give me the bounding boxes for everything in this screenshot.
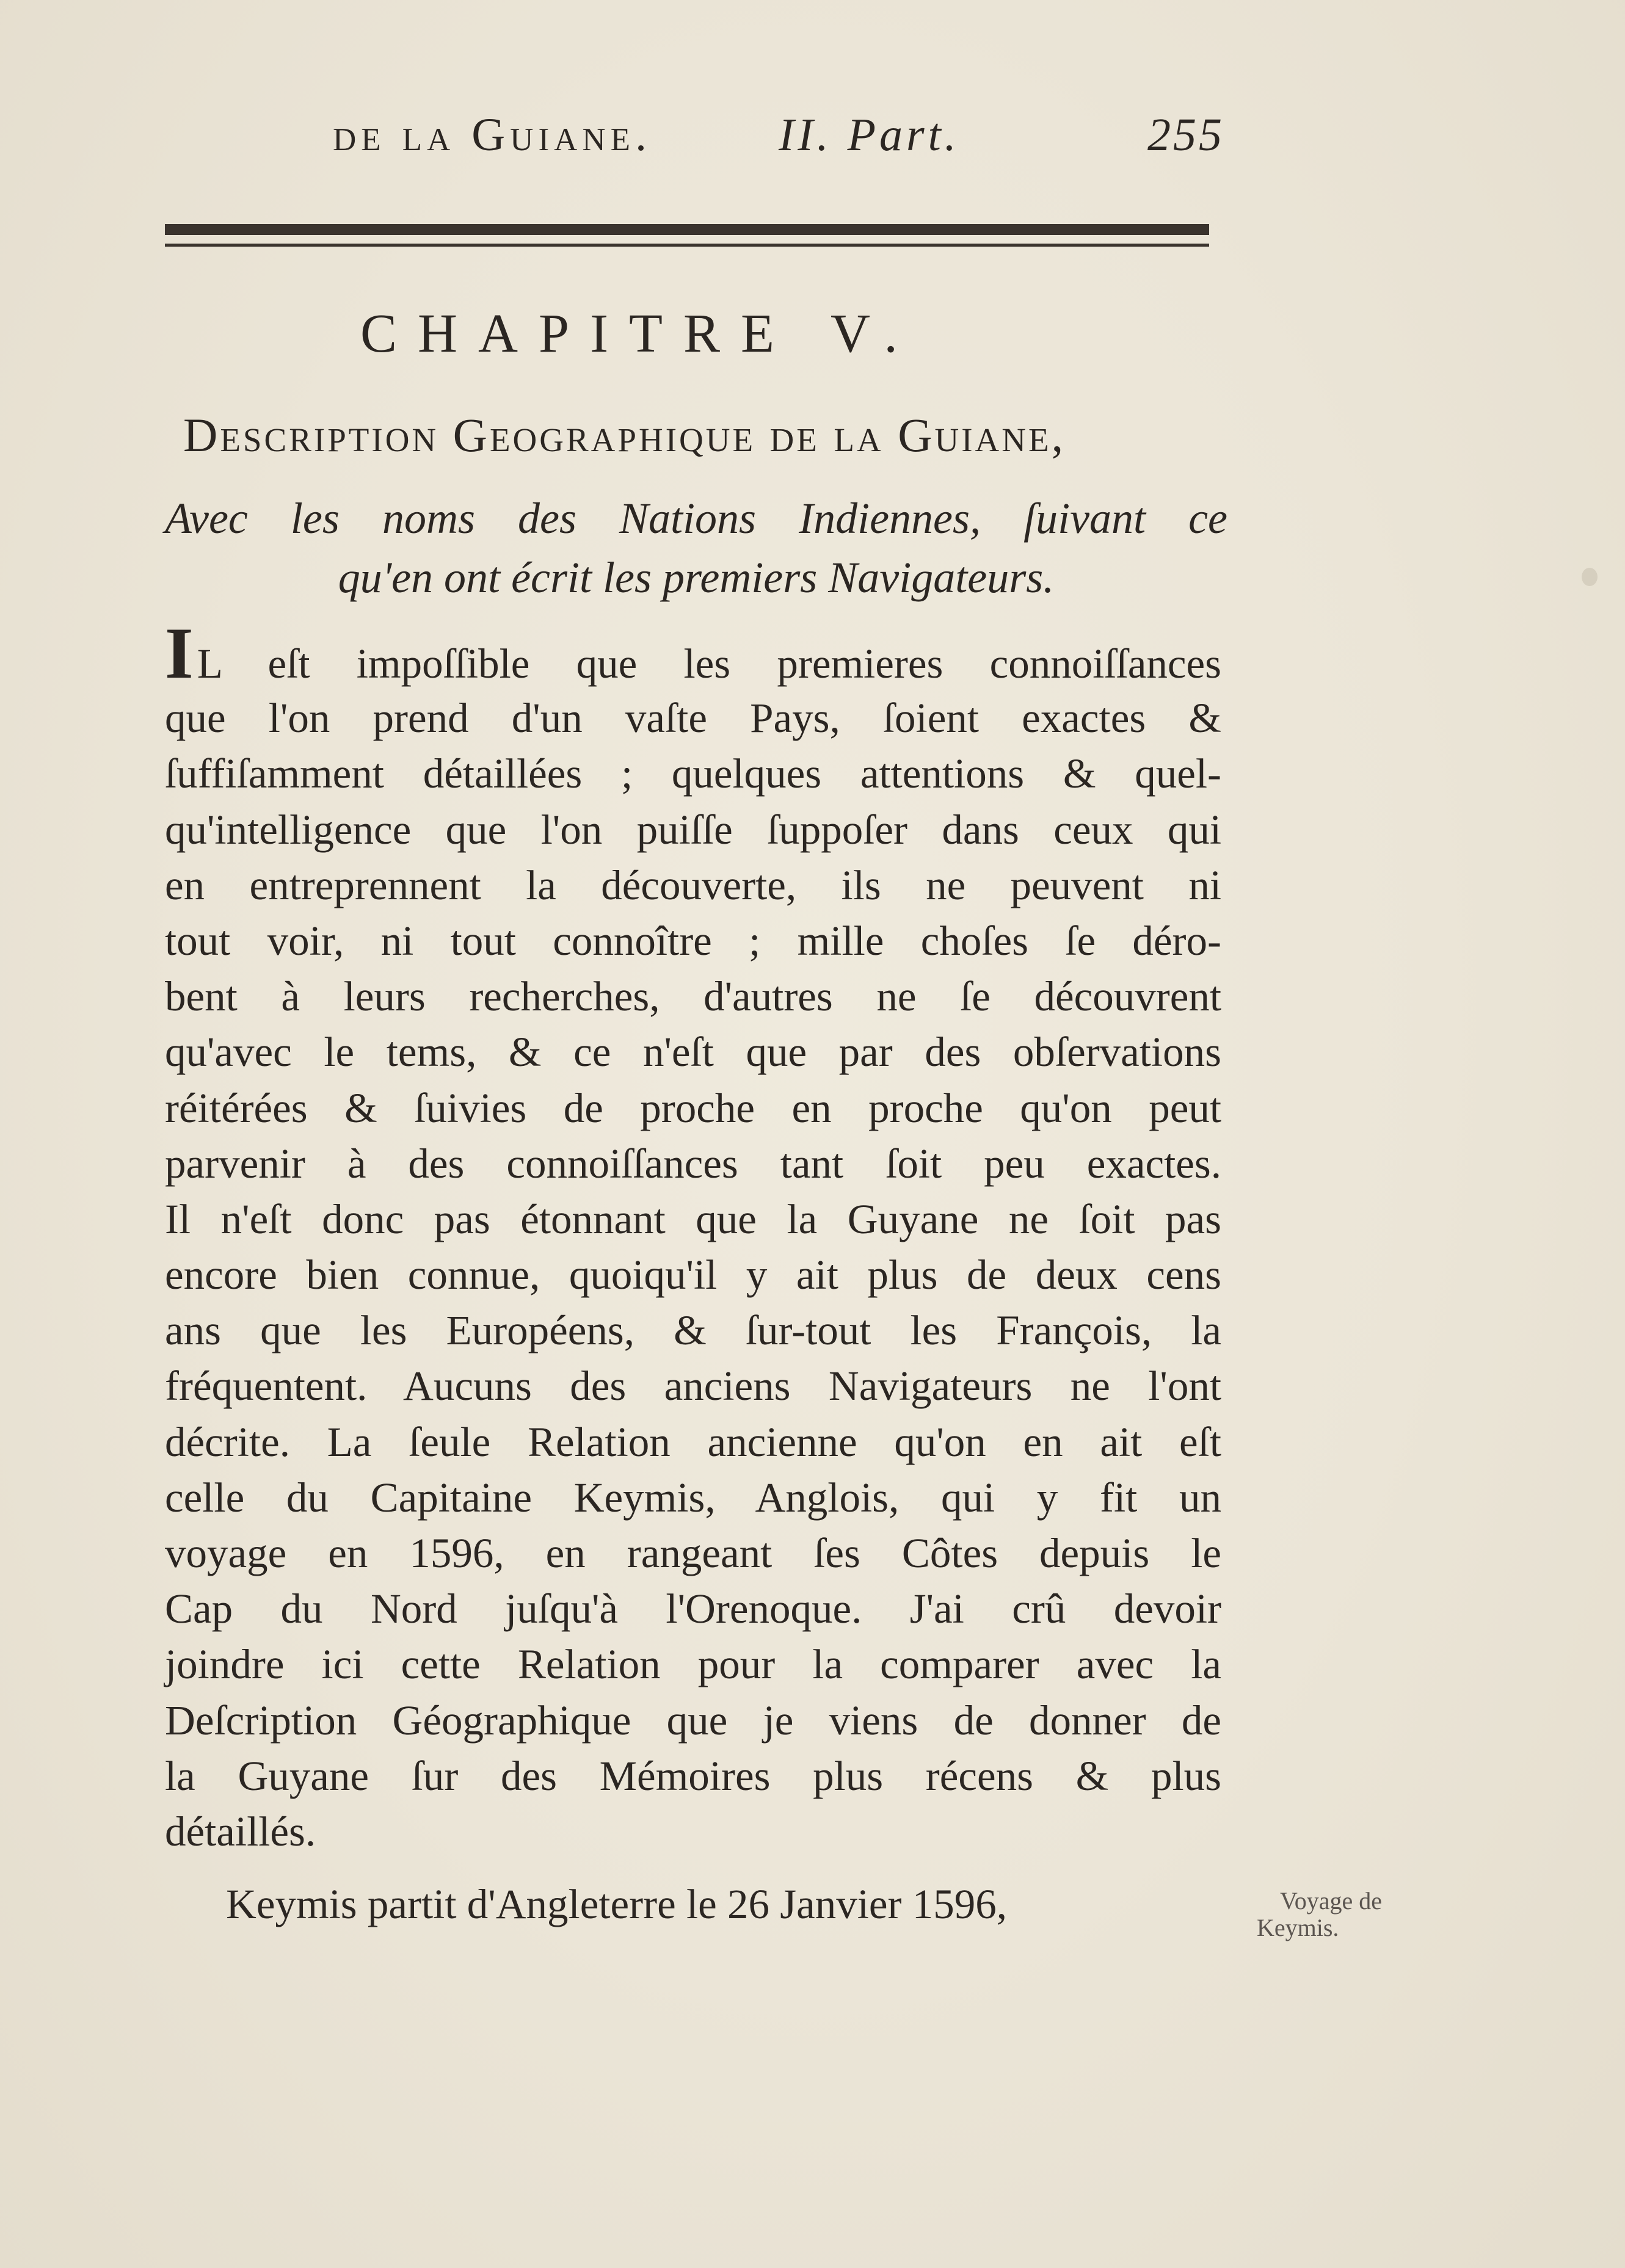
section-subtitle: Description Geographique de la Guiane,: [183, 408, 1066, 462]
body-line: tout voir, ni tout connoître ; mille choſes ſe déro-: [165, 917, 1221, 964]
header-rule-thin: [165, 244, 1209, 247]
part-label: II. Part.: [779, 109, 960, 161]
body-line: la Guyane ſur des Mémoires plus récens & plus: [165, 1752, 1221, 1799]
body-line: en entreprennent la découverte, ils ne peuvent ni: [165, 861, 1221, 908]
body-line: ans que les Européens, & ſur-tout les François, la: [165, 1307, 1221, 1354]
paragraph-2-first-line: Keymis partit d'Angleterre le 26 Janvier 1596,: [226, 1881, 1007, 1927]
drop-cap: I: [165, 612, 194, 694]
italic-summary-line-1: Avec les noms des Nations Indiennes, ſuivant ce: [165, 494, 1227, 543]
body-line: ſuffiſamment détaillées ; quelques attentions & quel-: [165, 750, 1221, 797]
body-line: parvenir à des connoiſſances tant ſoit peu exactes.: [165, 1140, 1221, 1187]
body-line: IL eſt impoſſible que les premieres connoiſſances: [165, 612, 1221, 694]
chapter-heading: [360, 302, 918, 365]
running-title: de la Guiane.: [333, 109, 652, 161]
body-line: décrite. La ſeule Relation ancienne qu'on en ait eſt: [165, 1418, 1221, 1465]
header-rule-thick: [165, 224, 1209, 235]
body-line: bent à leurs recherches, d'autres ne ſe découvrent: [165, 973, 1221, 1020]
running-header: [333, 109, 1224, 164]
body-line: celle du Capitaine Keymis, Anglois, qui y fit un: [165, 1474, 1221, 1521]
chapter-title: CHAPITRE: [360, 303, 796, 364]
body-line: Cap du Nord juſqu'à l'Orenoque. J'ai crû devoir: [165, 1585, 1221, 1632]
margin-note: [1251, 1888, 1382, 1941]
body-text: [165, 612, 1221, 1860]
chapter-number: V.: [831, 303, 918, 364]
body-line: Il n'eſt donc pas étonnant que la Guyane ne ſoit pas: [165, 1195, 1221, 1242]
margin-note-line-2: Keymis.: [1257, 1914, 1339, 1941]
body-line: Deſcription Géographique que je viens de donner de: [165, 1697, 1221, 1744]
body-line: encore bien connue, quoiqu'il y ait plus de deux cens: [165, 1252, 1221, 1299]
body-line: réitérées & ſuivies de proche en proche qu'on peut: [165, 1084, 1221, 1131]
body-line: fréquentent. Aucuns des anciens Navigateurs ne l'ont: [165, 1363, 1221, 1410]
body-line: voyage en 1596, en rangeant ſes Côtes depuis le: [165, 1530, 1221, 1576]
body-line: que l'on prend d'un vaſte Pays, ſoient exactes &: [165, 695, 1221, 742]
body-line: qu'avec le tems, & ce n'eſt que par des obſervations: [165, 1029, 1221, 1076]
body-line: qu'intelligence que l'on puiſſe ſuppoſer dans ceux qui: [165, 806, 1221, 853]
italic-summary-line-2: qu'en ont écrit les premiers Navigateurs.: [338, 553, 1055, 602]
body-line: joindre ici cette Relation pour la comparer avec la: [165, 1641, 1221, 1688]
page-number: 255: [1147, 109, 1224, 161]
body-line: détaillés.: [165, 1808, 316, 1855]
paper-stain: [1582, 568, 1598, 586]
margin-note-line-1: Voyage de: [1280, 1887, 1382, 1915]
